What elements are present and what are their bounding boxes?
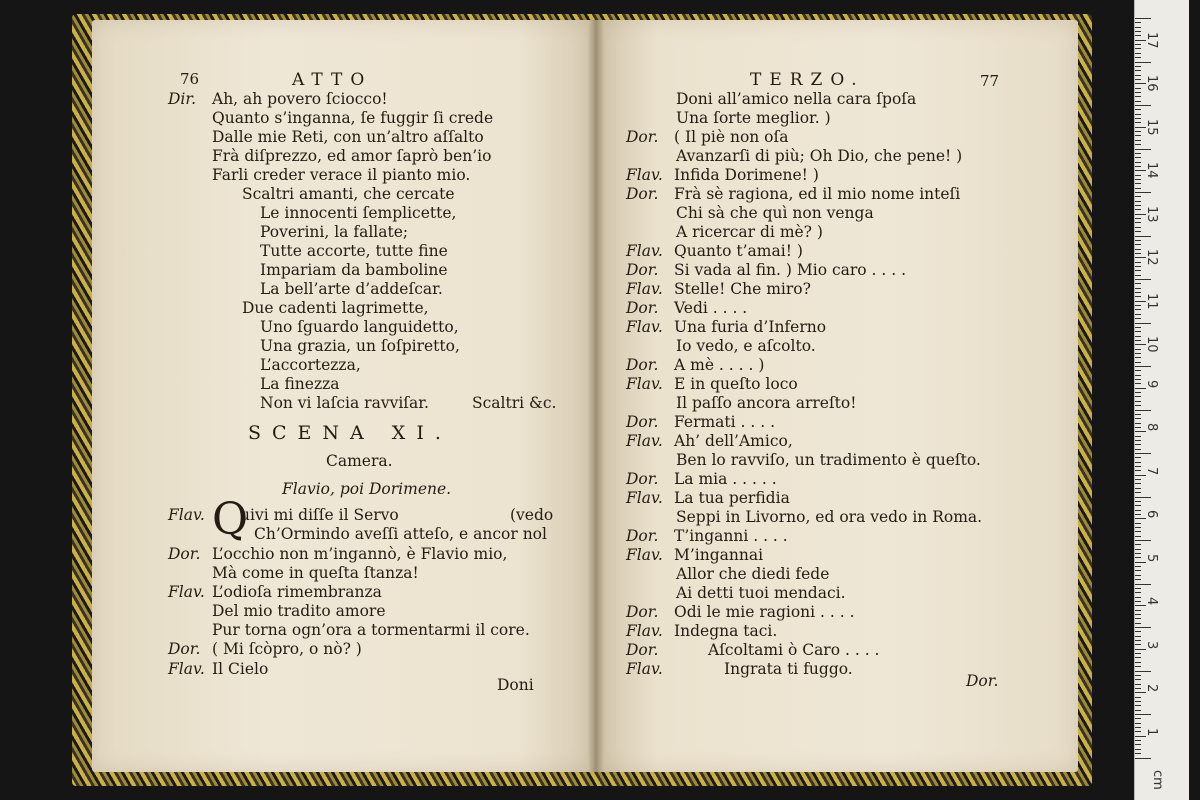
ruler-tick [1135,731,1141,732]
ruler-tick [1135,179,1141,180]
speaker-label: Flav. [626,432,663,450]
ruler-tick [1135,431,1146,432]
verse-line: Fermati . . . . [674,413,776,431]
ruler-tick [1135,488,1141,489]
ruler-tick [1135,523,1141,524]
ruler-tick [1135,483,1141,484]
ruler-tick [1135,205,1141,206]
speaker-label: Dor. [626,527,659,545]
ruler-tick [1135,679,1141,680]
running-head: TERZO. [750,70,865,90]
ruler-tick [1135,318,1141,319]
speaker-label: Flav. [626,166,663,184]
ruler-tick [1135,570,1141,571]
ruler-tick [1135,740,1141,741]
ruler-unit: cm [1150,770,1165,790]
verse-line: E in queſto loco [674,375,798,393]
ruler-tick [1135,327,1141,328]
ruler-tick [1135,692,1146,693]
ruler-tick [1135,75,1141,76]
speaker-label: Dor. [626,185,659,203]
ruler-tick [1135,440,1141,441]
verse-line: Stelle! Che miro? [674,280,811,298]
ruler-tick [1135,710,1141,711]
page-number: 76 [180,70,200,88]
da-capo: Scaltri &c. [472,394,557,412]
ruler-number: 4 [1144,597,1159,606]
scene-setting: Camera. [326,452,393,470]
verse-line: Io vedo, e aſcolto. [676,337,816,355]
ruler-tick [1135,518,1146,519]
ruler-tick [1135,697,1141,698]
ruler-tick [1135,536,1141,537]
speaker-label: Dor. [626,413,659,431]
ruler-number: 5 [1144,553,1159,563]
ruler-tick [1135,510,1141,511]
ruler-tick [1135,531,1141,532]
speaker-label: Dor. [168,640,201,658]
ruler-tick [1135,444,1141,445]
ruler-tick [1135,66,1141,67]
ruler-tick [1135,549,1141,550]
ruler-tick [1135,253,1141,254]
ruler-tick [1135,144,1141,145]
verse-line: Una ſorte meglior. ) [676,109,831,127]
ruler-tick [1135,653,1141,654]
ruler-tick [1135,370,1141,371]
ruler-tick [1135,101,1141,102]
ruler-tick [1135,188,1141,189]
ruler-tick [1135,701,1141,702]
ruler-tick [1135,623,1141,624]
verse-line: Indegna taci. [674,622,778,640]
speaker-label: Flav. [168,583,205,601]
speaker-label: Flav. [168,660,205,678]
verse-line: ( Mi ſcòpro, o nò? ) [212,640,362,658]
ruler-tick [1135,470,1141,471]
speaker-label: Flav. [168,506,205,524]
verse-line: Odi le mie ragioni . . . . [674,603,855,621]
ruler-tick [1135,449,1141,450]
verse-line: Ben lo ravviſo, un tradimento è queſto. [676,451,981,469]
ruler-tick [1135,96,1141,97]
ruler-tick [1135,336,1141,337]
ruler-tick [1135,105,1151,106]
verse-line: La tua perfidia [674,489,790,507]
ruler-tick [1135,196,1141,197]
verse-line: Una furia d’Inferno [674,318,827,336]
ruler-tick [1135,22,1141,23]
ruler-tick [1135,18,1151,19]
ruler-tick [1135,131,1141,132]
verse-line: L’occhio non m’ingannò, è Flavio mio, [212,545,508,563]
speaker-label: Dor. [626,470,659,488]
ruler-tick [1135,657,1141,658]
ruler-tick [1135,309,1141,310]
ruler-tick [1135,379,1141,380]
verse-line: Quanto s’inganna, ſe fuggir ſi crede [212,109,494,127]
speaker-label: Flav. [626,660,663,678]
verse-line: La bell’arte d’addeſcar. [260,280,443,298]
ruler-tick [1135,279,1151,280]
drop-cap: Q [212,494,249,545]
ruler-tick [1135,209,1141,210]
verse-line: Due cadenti lagrimette, [242,299,429,317]
ruler-tick [1135,357,1141,358]
ruler-number: 2 [1144,684,1159,693]
ruler-tick [1135,270,1141,271]
verse-line: L’accortezza, [260,356,361,374]
ruler-tick [1135,618,1141,619]
ruler-tick [1135,501,1141,502]
ruler-tick [1135,601,1141,602]
ruler-number: 11 [1144,292,1159,310]
verse-line: Scaltri amanti, che cercate [242,185,455,203]
ruler-tick [1135,688,1141,689]
ruler-tick [1135,462,1141,463]
catchword: Dor. [966,672,999,690]
ruler-number: 13 [1144,205,1159,223]
ruler-tick [1135,758,1151,759]
ruler-tick [1135,218,1141,219]
ruler-tick [1135,331,1141,332]
ruler-number: 6 [1144,510,1159,519]
verse-line: A mè . . . . ) [674,356,765,374]
ruler-number: 3 [1144,640,1159,650]
ruler-tick [1135,671,1151,672]
ruler-tick [1135,527,1141,528]
ruler-number: 12 [1144,249,1159,266]
speaker-label: Flav. [626,280,663,298]
verse-line: La mia . . . . . [674,470,777,488]
ruler-tick [1135,401,1141,402]
ruler-tick [1135,479,1141,480]
ruler-number: 8 [1144,423,1159,432]
ruler-number: 14 [1144,162,1159,179]
verse-line: ( Il piè non oſa [674,128,789,146]
verse-line: Poverini, la fallate; [260,223,409,241]
ruler-tick [1135,292,1141,293]
verse-line: Non vi laſcia ravviſar. [260,394,429,412]
verse-line: La finezza [260,375,340,393]
ruler-tick [1135,423,1141,424]
ruler-tick [1135,718,1141,719]
ruler-tick [1135,684,1141,685]
ruler-tick [1135,553,1141,554]
ruler-tick [1135,109,1141,110]
ruler-tick [1135,675,1141,676]
ruler-tick [1135,183,1141,184]
scene-characters: Flavio, poi Dorimene. [282,480,452,498]
verse-line: Frà sè ragiona, ed il mio nome inteſi [674,185,961,203]
ruler-tick [1135,92,1141,93]
verse-line: Tutte accorte, tutte fine [260,242,448,260]
speaker-label: Dir. [168,90,197,108]
ruler-tick [1135,727,1141,728]
ruler-tick [1135,436,1141,437]
ruler-tick [1135,418,1141,419]
ruler-tick [1135,753,1141,754]
ruler-tick [1135,392,1141,393]
ruler-tick [1135,48,1141,49]
verse-line: Ch’Ormindo aveſſi atteſo, e ancor nol [254,525,547,543]
book-gutter [588,20,604,772]
ruler-tick [1135,497,1151,498]
verse-line: L’odioſa rimembranza [212,583,382,601]
ruler-tick [1135,349,1141,350]
ruler-tick [1135,544,1141,545]
ruler-tick [1135,283,1141,284]
speaker-label: Dor. [626,128,659,146]
ruler-tick [1135,57,1141,58]
ruler-tick [1135,396,1141,397]
ruler-tick [1135,157,1141,158]
verse-line: Doni all’amico nella cara ſpoſa [676,90,917,108]
ruler-tick [1135,88,1141,89]
ruler-tick [1135,723,1141,724]
ruler-tick [1135,288,1141,289]
speaker-label: Dor. [626,641,659,659]
ruler-tick [1135,266,1141,267]
speaker-label: Dor. [626,603,659,621]
left-page [92,20,594,772]
ruler-tick [1135,588,1141,589]
running-head: ATTO [292,70,373,90]
ruler-tick [1135,505,1141,506]
ruler-tick [1135,640,1141,641]
ruler-tick [1135,575,1141,576]
ruler-tick [1135,31,1141,32]
ruler-tick [1135,244,1141,245]
verse-line: Uno ſguardo languidetto, [260,318,459,336]
speaker-label: Flav. [626,242,663,260]
speaker-label: Dor. [168,545,201,563]
ruler-tick [1135,744,1141,745]
ruler-tick [1135,557,1141,558]
ruler-tick [1135,353,1141,354]
verse-line: Il paſſo ancora arreſto! [676,394,857,412]
speaker-label: Flav. [626,375,663,393]
ruler-tick [1135,222,1141,223]
verse-line: Una grazia, un ſoſpiretto, [260,337,460,355]
ruler-tick [1135,514,1141,515]
ruler-tick [1135,605,1146,606]
verse-line: Pur torna ogn’ora a tormentarmi il core. [212,621,530,639]
verse-line: T’inganni . . . . [674,527,788,545]
ruler-tick [1135,149,1151,150]
ruler-tick [1135,275,1141,276]
ruler-tick [1135,140,1141,141]
ruler-number: 1 [1144,727,1159,737]
ruler-tick [1135,366,1151,367]
ruler-tick [1135,453,1151,454]
ruler-tick [1135,627,1151,628]
ruler-tick [1135,749,1141,750]
ruler-tick [1135,79,1141,80]
ruler-tick [1135,383,1141,384]
ruler-tick [1135,705,1141,706]
ruler-tick [1135,540,1151,541]
ruler-tick [1135,405,1141,406]
verse-line: Si vada al fin. ) Mio caro . . . . [674,261,907,279]
ruler-tick [1135,492,1141,493]
verse-line: Ai detti tuoi mendaci. [676,584,846,602]
ruler-tick [1135,457,1141,458]
ruler-tick [1135,62,1151,63]
ruler-tick [1135,662,1141,663]
speaker-label: Flav. [626,546,663,564]
speaker-label: Flav. [626,489,663,507]
ruler-tick [1135,296,1141,297]
ruler-tick [1135,636,1141,637]
ruler-number: 7 [1144,466,1159,476]
verse-line: Del mio tradito amore [212,602,386,620]
ruler-tick [1135,375,1141,376]
ruler-number: 15 [1144,118,1159,136]
ruler-tick [1135,610,1141,611]
ruler-tick [1135,35,1141,36]
ruler-tick [1135,427,1141,428]
ruler-tick [1135,175,1141,176]
verse-line: Frà diſprezzo, ed amor ſaprò ben’io [212,147,492,165]
ruler-tick [1135,340,1141,341]
ruler-tick [1135,410,1151,411]
verse-line: Allor che diedi fede [676,565,830,583]
verse-line: Infida Dorimene! ) [674,166,819,184]
ruler-tick [1135,466,1141,467]
ruler-tick [1135,122,1141,123]
verse-line: Chi sà che quì non venga [676,204,874,222]
ruler-tick [1135,240,1141,241]
catchword: Doni [497,676,534,694]
measuring-ruler [1134,0,1189,800]
ruler-tick [1135,27,1141,28]
verse-line: Seppi in Livorno, ed ora vedo in Roma. [676,508,983,526]
ruler-number: 16 [1144,75,1159,92]
verse-line: Farli creder verace il pianto mio. [212,166,471,184]
ruler-tick [1135,192,1151,193]
ruler-tick [1135,579,1141,580]
ruler-tick [1135,584,1151,585]
ruler-tick [1135,414,1141,415]
ruler-tick [1135,631,1141,632]
verse-line: Mà come in queſta ſtanza! [212,564,419,582]
verse-line: Vedi . . . . [674,299,748,317]
ruler-number: 9 [1144,379,1159,389]
right-page [600,20,1078,772]
ruler-tick [1135,362,1141,363]
verse-line: Dalle mie Reti, con un’altro aſſalto [212,128,484,146]
overflow-word: (vedo [510,506,554,524]
ruler-tick [1135,135,1141,136]
ruler-tick [1135,305,1141,306]
verse-line: Avanzarſi di più; Oh Dio, che pene! ) [676,147,963,165]
scene-title: SCENA XI. [248,422,452,444]
verse-line: Ah, ah povero ſciocco! [212,90,388,108]
speaker-label: Dor. [626,299,659,317]
ruler-tick [1135,592,1141,593]
ruler-tick [1135,323,1151,324]
ruler-tick [1135,153,1141,154]
ruler-tick [1135,118,1141,119]
verse-line: Quanto t’amai! ) [674,242,803,260]
ruler-number: 10 [1144,336,1159,353]
verse-line: Il Cielo [212,660,269,678]
page-number: 77 [980,72,1000,90]
ruler-tick [1135,666,1141,667]
ruler-tick [1135,70,1141,71]
speaker-label: Flav. [626,318,663,336]
verse-line: Ingrata ti fuggo. [724,660,853,678]
ruler-tick [1135,231,1141,232]
ruler-tick [1135,114,1141,115]
verse-line: uivi mi diſſe il Servo [240,506,399,524]
verse-line: Ah’ dell’Amico, [674,432,793,450]
ruler-tick [1135,614,1141,615]
ruler-tick [1135,166,1141,167]
ruler-tick [1135,249,1141,250]
ruler-tick [1135,566,1141,567]
ruler-number: 17 [1144,31,1159,49]
ruler-tick [1135,314,1141,315]
speaker-label: Dor. [626,356,659,374]
speaker-label: Dor. [626,261,659,279]
ruler-tick [1135,162,1141,163]
ruler-tick [1135,44,1141,45]
ruler-tick [1135,714,1151,715]
ruler-tick [1135,53,1141,54]
verse-line: A ricercar di mè? ) [676,223,823,241]
speaker-label: Flav. [626,622,663,640]
ruler-tick [1135,597,1141,598]
ruler-tick [1135,262,1141,263]
ruler-tick [1135,201,1141,202]
verse-line: Le innocenti ſemplicette, [260,204,457,222]
ruler-tick [1135,227,1141,228]
ruler-tick [1135,644,1141,645]
verse-line: Aſcoltami ò Caro . . . . [708,641,880,659]
verse-line: Impariam da bamboline [260,261,448,279]
verse-line: M’ingannai [674,546,764,564]
ruler-tick [1135,236,1151,237]
